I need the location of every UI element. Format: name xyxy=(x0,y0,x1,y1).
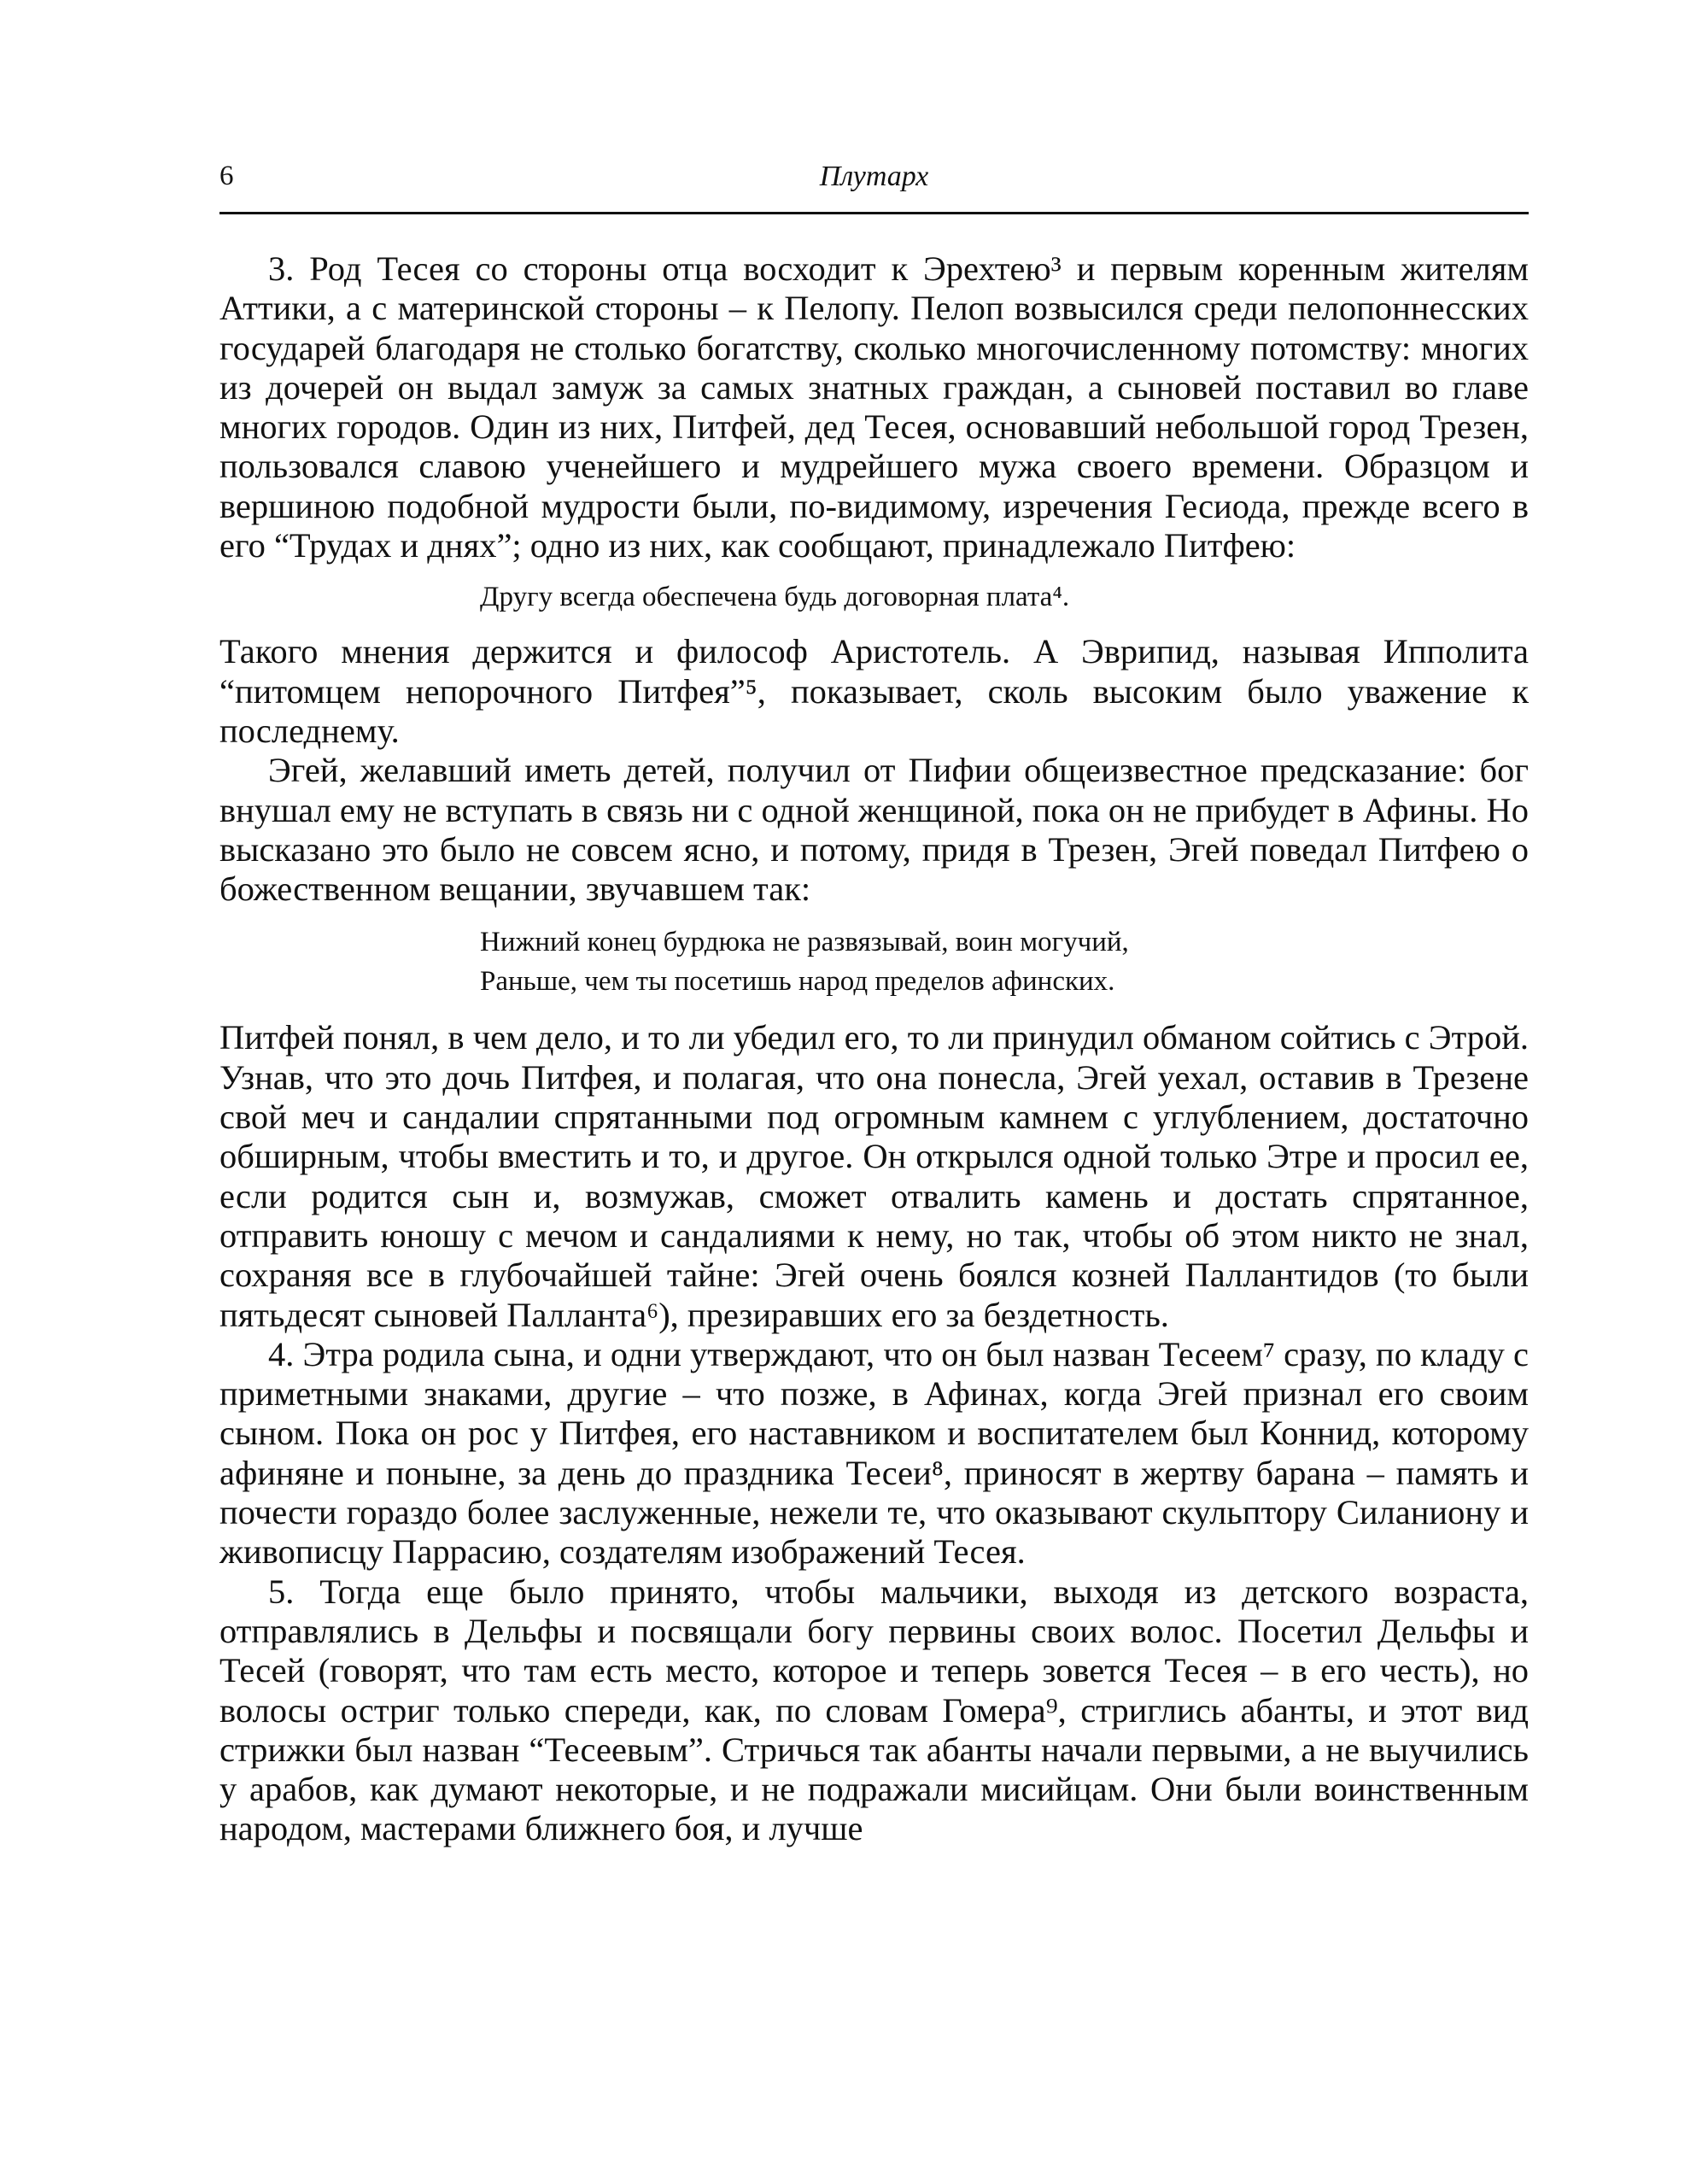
page-header xyxy=(219,161,1529,214)
paragraph-pittheus: Питфей понял, в чем дело, и то ли убедил его, то ли принудил обманом сойтись с Этрой. Узнав, что это дочь Питфея, и полагая, что она понесла, Эгей уехал, оставив в Трезене свой меч и сандалии спрятанными под огромным камнем с углублением, достаточно обширным, чтобы вместить и то, и другое. Он открылся одной только Этре и просил ее, если родится сын и, возмужав, сможет отвалить камень и достать спрятанное, отправить юношу с мечом и сандалиями к нему, но так, чтобы об этом никто не знал, сохраняя все в глубочайшей тайне: Эгей очень боялся козней Паллантидов (то были пятьдесят сыновей Палланта⁶), презиравших его за бездетность. xyxy=(219,1018,1529,1334)
verse-line-2: Раньше, чем ты посетишь народ пределов афинских. xyxy=(480,966,1115,998)
verse-line: Другу всегда обеспечена будь договорная плата⁴. xyxy=(480,582,1070,613)
paragraph-section-4: 4. Этра родила сына, и одни утверждают, что он был назван Тесеем⁷ сразу, по кладу с приметными знаками, другие – что позже, в Афинах, когда Эгей признал его своим сыном. Пока он рос у Питфея, его наставником и воспитателем был Коннид, которому афиняне и поныне, за день до праздника Тесеи⁸, приносят в жертву барана – память и почести гораздо более заслуженные, нежели те, что оказывают скульптору Силаниону и живописцу Паррасию, создателям изображений Тесея. xyxy=(219,1334,1529,1572)
paragraph-aegeus: Эгей, желавший иметь детей, получил от Пифии общеизвестное предсказание: бог внушал ему не вступать в связь ни с одной женщиной, пока он не прибудет в Афины. Но высказано это было не совсем ясно, и потому, придя в Трезен, Эгей поведал Питфею о божественном вещании, звучавшем так: xyxy=(219,751,1529,909)
paragraph-section-3: 3. Род Тесея со стороны отца восходит к Эрехтею³ и первым коренным жителям Аттики, а с материнской стороны – к Пелопу. Пелоп возвысился среди пелопоннесских государей благодаря не столько богатству, сколько многочисленному потомству: многих из дочерей он выдал замуж за самых знатных граждан, а сыновей поставил во главе многих городов. Один из них, Питфей, дед Тесея, основавший небольшой город Трезен, пользовался славою ученейшего и мудрейшего мужа своего времени. Образцом и вершиною подобной мудрости были, по-видимому, изречения Гесиода, прежде всего в его “Трудах и днях”; одно из них, как сообщают, принадлежало Питфею: xyxy=(219,249,1529,565)
paragraph-section-5: 5. Тогда еще было принято, чтобы мальчики, выходя из детского возраста, отправлялись в Дельфы и посвящали богу первины своих волос. Посетил Дельфы и Тесей (говорят, что там есть место, которое и теперь зовется Тесея – в его честь), но волосы остриг только спереди, как, по словам Гомера⁹, стриглись абанты, и этот вид стрижки был назван “Тесеевым”. Стричься так абанты начали первыми, а не выучились у арабов, как думают некоторые, и не подражали мисийцам. Они были воинственным народом, мастерами ближнего боя, и лучше xyxy=(219,1572,1529,1848)
body-text xyxy=(219,249,1529,1849)
verse-line-1: Нижний конец бурдюка не развязывай, воин могучий, xyxy=(480,927,1129,958)
running-title: Плутарх xyxy=(819,161,929,192)
page-number: 6 xyxy=(219,161,234,191)
verse-quote-hesiod xyxy=(219,577,1529,617)
paragraph-aristotle: Такого мнения держится и философ Аристотель. А Эврипид, называя Ипполита “питомцем непорочного Питфея”⁵, показывает, сколь высоким было уважение к последнему. xyxy=(219,632,1529,750)
verse-quote-oracle xyxy=(219,922,1529,1001)
